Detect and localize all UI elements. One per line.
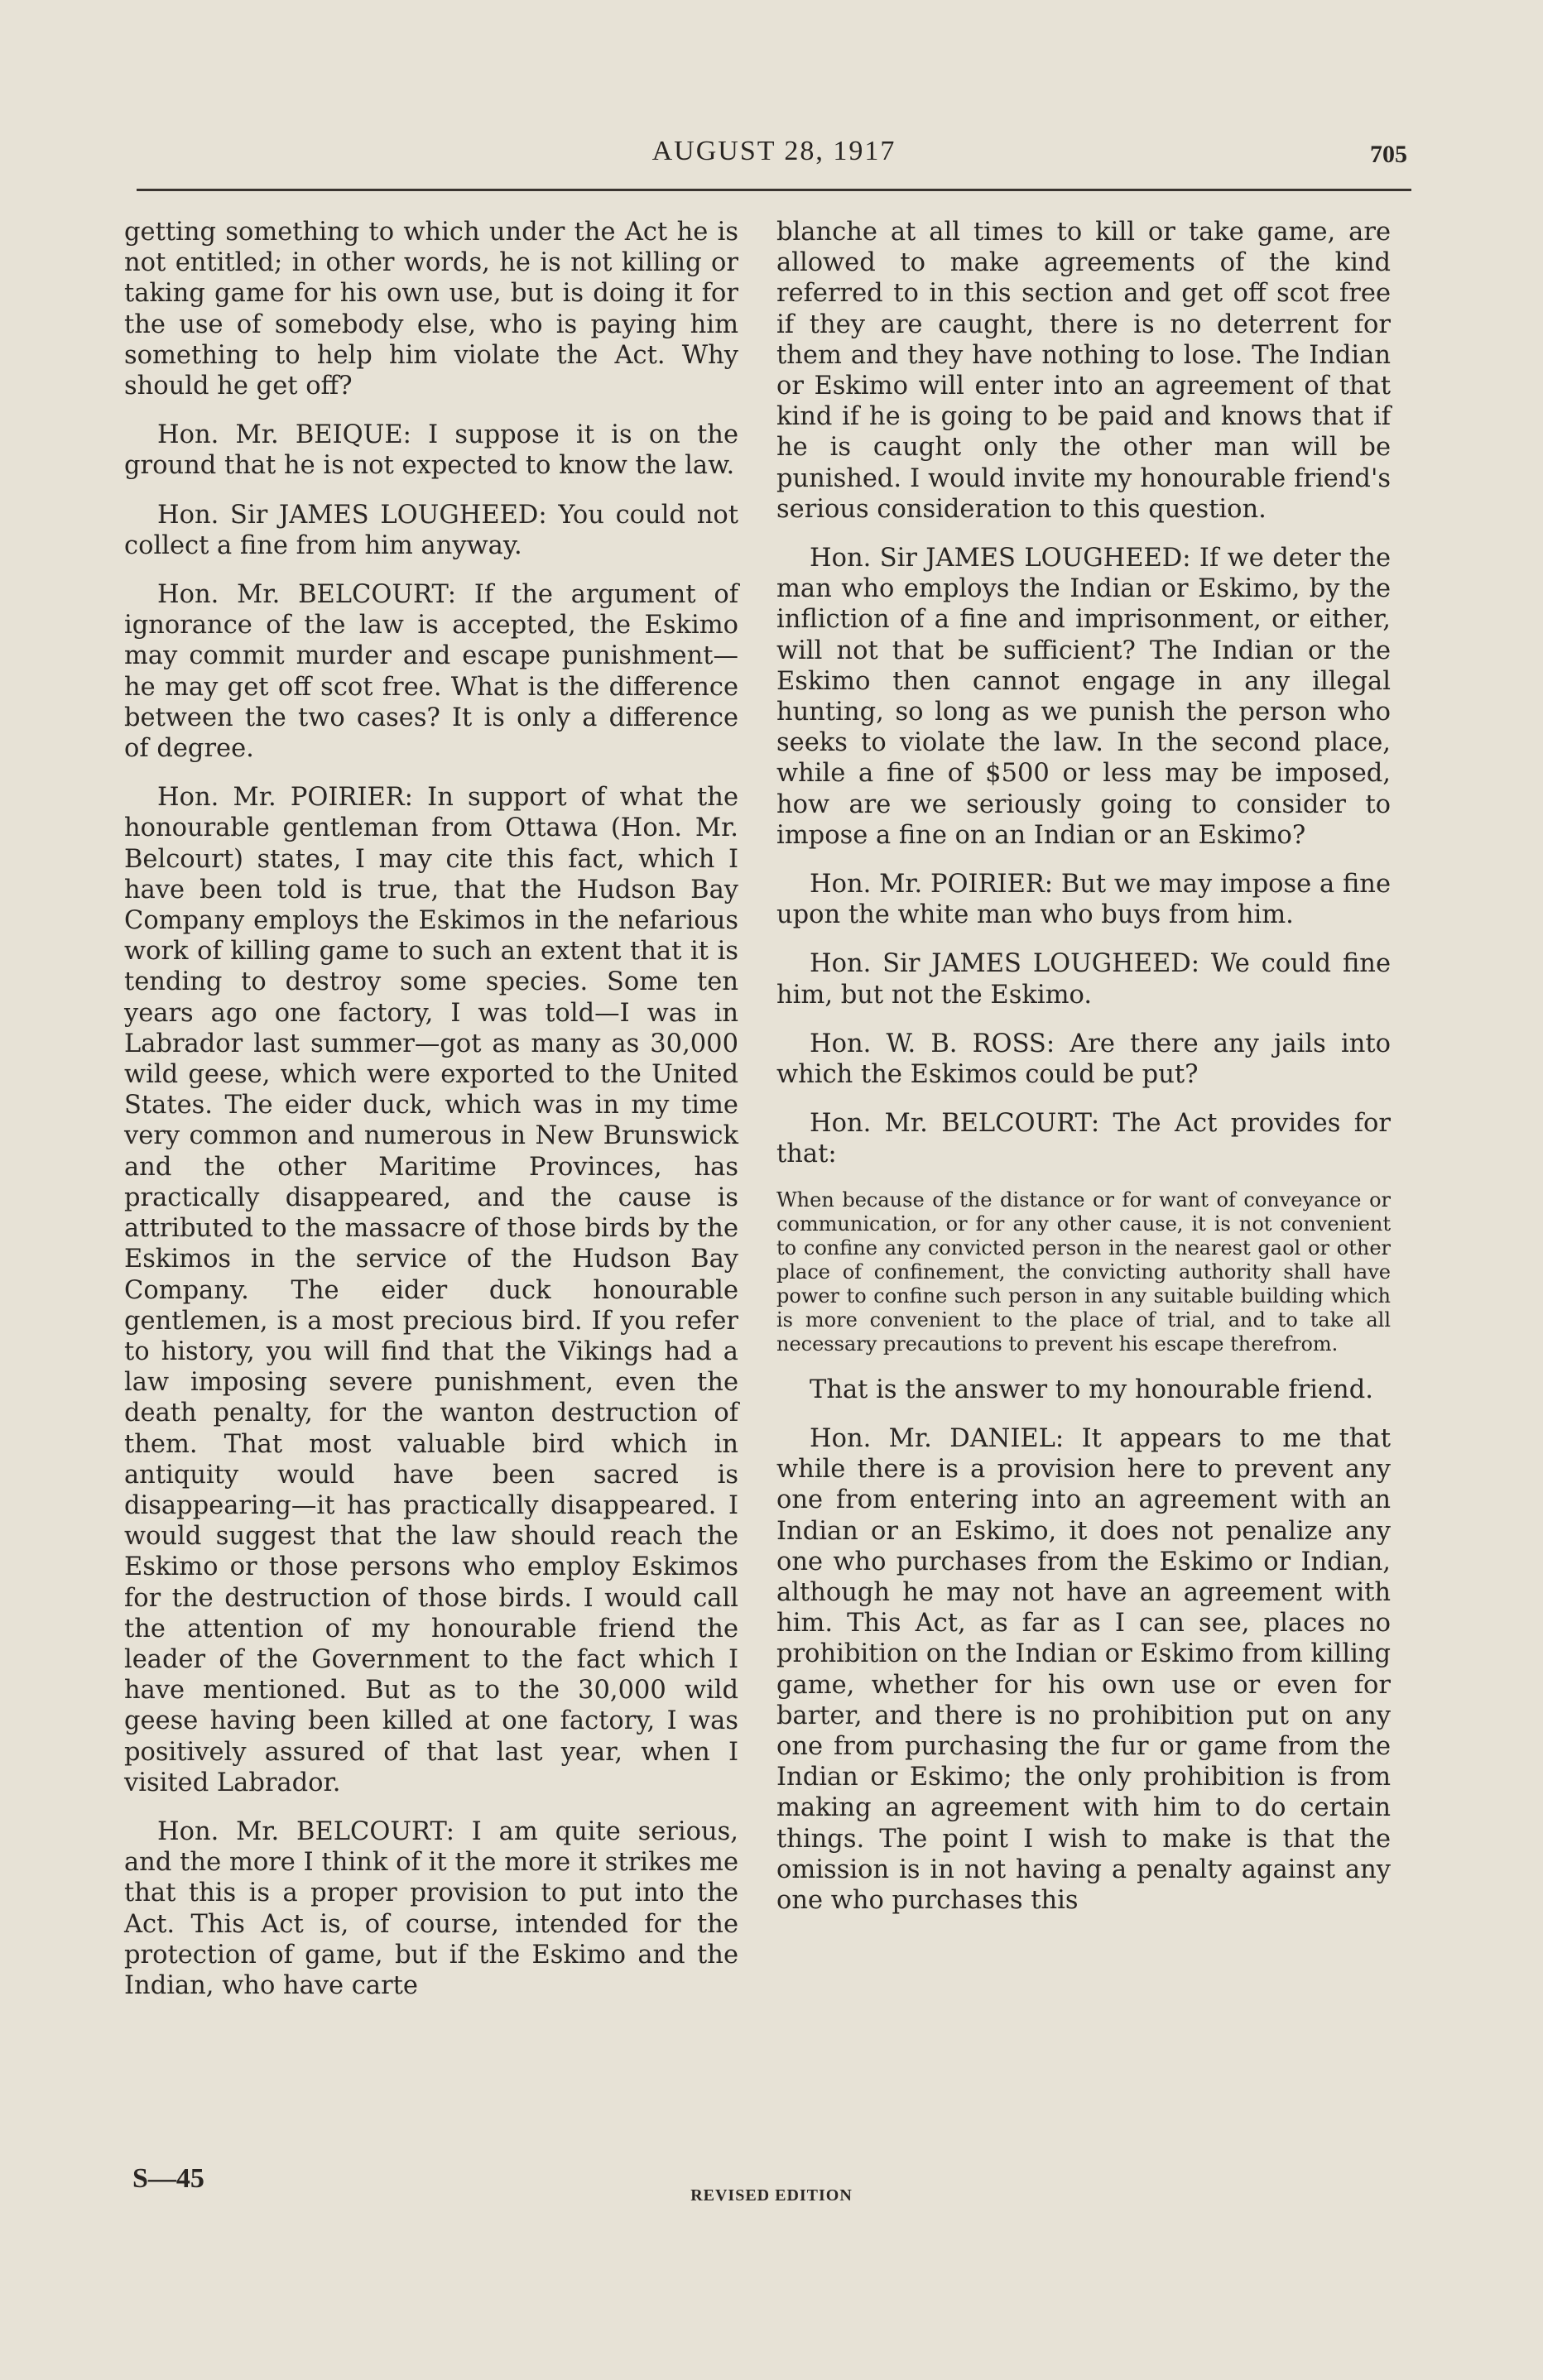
paragraph: Hon. W. B. ROSS: Are there any jails into which the Eskimos could be put?	[776, 1029, 1391, 1090]
paragraph: Hon. Mr. POIRIER: In support of what the honourable gentleman from Ottawa (Hon. Mr. Belcourt) states, I may cite this fact, which I have been told is true, that the Hudson Bay Company employs the Eskimos in the nefarious work of killing game to such an extent that it is tending to destroy some species. Some ten years ago one factory, I was told—I was in Labrador last summer—got as many as 30,000 wild geese, which were exported to the United States. The eider duck, which was in my time very common and numerous in New Brunswick and the other Maritime Provinces, has practically disappeared, and the cause is attributed to the massacre of those birds by the Eskimos in the service of the Hudson Bay Company. The eider duck honourable gentlemen, is a most precious bird. If you refer to history, you will find that the Vikings had a law imposing severe punishment, even the death penalty, for the wanton destruction of them. That most valuable bird which in antiquity would have been sacred is disappearing—it has practically disappeared. I would suggest that the law should reach the Eskimo or those persons who employ Eskimos for the destruction of those birds. I would call the attention of my honourable friend the leader of the Government to the fact which I have mentioned. But as to the 30,000 wild geese having been killed at one factory, I was positively assured of that last year, when I visited Labrador.	[124, 783, 738, 1797]
left-column	[124, 217, 738, 2019]
paragraph: getting something to which under the Act he is not entitled; in other words, he is not killing or taking game for his own use, but is doing it for the use of somebody else, who is paying him something to help him violate the Act. Why should he get off?	[124, 218, 738, 401]
paragraph: blanche at all times to kill or take game, are allowed to make agreements of the kind referred to in this section and get off scot free if they are caught, there is no deterrent for them and they have nothing to lose. The Indian or Eskimo will enter into an agreement of that kind if he is going to be paid and knows that if he is caught only the other man will be punished. I would invite my honourable friend's serious consideration to this question.	[776, 218, 1391, 524]
paragraph: Hon. Mr. BELCOURT: The Act provides for that:	[776, 1109, 1391, 1169]
paragraph: That is the answer to my honourable friend.	[810, 1375, 1373, 1404]
quoted-statute: When because of the distance or for want of conveyance or communication, or for any other cause, it is not convenient to confine any convicted person in the nearest gaol or other place of confinement, the convicting authority shall have power to confine such person in any suitable building which is more convenient to the place of trial, and to take all necessary precautions to prevent his escape therefrom.	[776, 1188, 1391, 1356]
paragraph: Hon. Sir JAMES LOUGHEED: If we deter the man who employs the Indian or Eskimo, by the infliction of a fine and imprisonment, or either, will not that be sufficient? The Indian or the Eskimo then cannot engage in any illegal hunting, so long as we punish the person who seeks to violate the law. In the second place, while a fine of $500 or less may be imposed, how are we seriously going to consider to impose a fine on an Indian or an Eskimo?	[776, 544, 1391, 850]
paragraph: Hon. Mr. BELCOURT: I am quite serious, and the more I think of it the more it strikes me that this is a proper provision to put into the Act. This Act is, of course, intended for the protection of game, but if the Eskimo and the Indian, who have carte	[124, 1816, 738, 2000]
paragraph: Hon. Sir JAMES LOUGHEED: We could fine him, but not the Eskimo.	[776, 949, 1391, 1010]
right-column	[776, 217, 1391, 1934]
footer-edition: REVISED EDITION	[690, 2186, 853, 2205]
paragraph: Hon. Mr. POIRIER: But we may impose a fine upon the white man who buys from him.	[776, 870, 1391, 930]
paragraph: Hon. Mr. DANIEL: It appears to me that while there is a provision here to prevent any one from entering into an agreement with an Indian or an Eskimo, it does not penalize any one who purchases from the Eskimo or Indian, although he may not have an agreement with him. This Act, as far as I can see, places no prohibition on the Indian or Eskimo from killing game, whether for his own use or even for barter, and there is no prohibition put on any one from purchasing the fur or game from the Indian or Eskimo; the only prohibition is from making an agreement with him to do certain things. The point I wish to make is that the omission is in not having a penalty against any one who purchases this	[776, 1423, 1391, 1915]
page-number: 705	[1370, 141, 1407, 168]
page-header	[141, 131, 1407, 180]
paragraph: Hon. Sir JAMES LOUGHEED: You could not collect a fine from him anyway.	[124, 500, 738, 560]
signature-mark: S—45	[132, 2163, 204, 2194]
paragraph: Hon. Mr. BEIQUE: I suppose it is on the ground that he is not expected to know the law.	[124, 420, 738, 481]
header-date: AUGUST 28, 1917	[651, 136, 896, 166]
paragraph: Hon. Mr. BELCOURT: If the argument of ignorance of the law is accepted, the Eskimo may commit murder and escape punishment—he may get off scot free. What is the difference between the two cases? It is only a difference of degree.	[124, 580, 738, 764]
header-rule	[137, 189, 1411, 191]
